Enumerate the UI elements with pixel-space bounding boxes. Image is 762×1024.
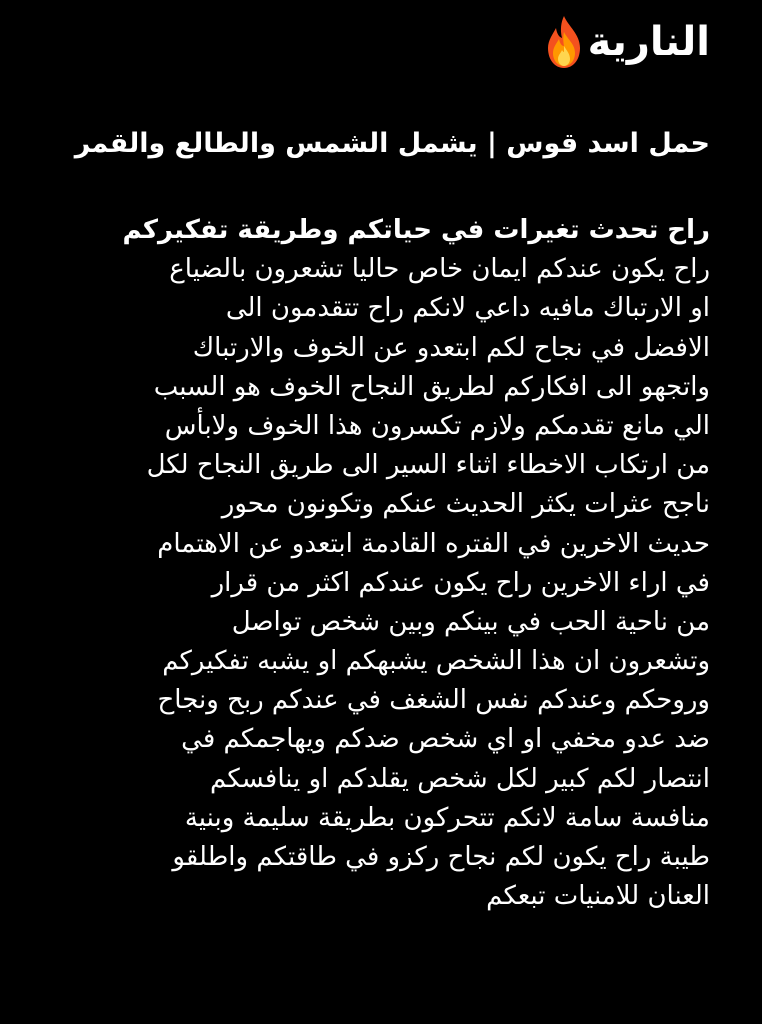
text-line: راح يكون عندكم ايمان خاص حاليا تشعرون بالضياع [169,254,710,285]
text-line: الي مانع تقدمكم ولازم تكسرون هذا الخوف ولابأس [164,410,710,441]
text-line: ضد عدو مخفي او اي شخص ضدكم ويهاجمكم في [181,724,710,755]
body-text [122,211,710,916]
document-subtitle: حمل اسد قوس | يشمل الشمس والطالع والقمر [74,128,710,159]
text-line: العنان للامنيات تبعكم [486,881,710,912]
text-line: وتشعرون ان هذا الشخص يشبهكم او يشبه تفكيركم [162,646,710,677]
text-line: من ناحية الحب في بينكم وبين شخص تواصل [231,606,710,637]
text-line: ناجح عثرات يكثر الحديث عنكم وتكونون محور [221,489,710,520]
text-line: الافضل في نجاح لكم ابتعدو عن الخوف والارتباك [192,332,710,363]
text-line: من ارتكاب الاخطاء اثناء السير الى طريق النجاح لكل [146,450,710,481]
title-row [544,12,710,72]
text-line: وروحكم وعندكم نفس الشغف في عندكم ربح ونجاح [157,685,710,716]
text-line: حديث الاخرين في الفتره القادمة ابتعدو عن الاهتمام [157,528,710,559]
text-line: انتصار لكم كبير لكل شخص يقلدكم او ينافسكم [210,763,710,794]
text-line: راح تحدث تغيرات في حياتكم وطريقة تفكيركم [122,215,710,245]
text-line: او الارتباك مافيه داعي لانكم راح تتقدمون الى [225,293,710,324]
text-line: طيبة راح يكون لكم نجاح ركزو في طاقتكم واطلقو [172,842,710,872]
text-line: منافسة سامة لانكم تتحركون بطريقة سليمة وبنية [184,802,710,833]
text-line: في اراء الاخرين راح يكون عندكم اكثر من قرار [211,567,710,598]
fire-emoji-icon [544,14,584,70]
document-title: النارية [587,19,710,65]
text-line: واتجهو الى افكاركم لطريق النجاح الخوف هو السبب [153,371,710,402]
